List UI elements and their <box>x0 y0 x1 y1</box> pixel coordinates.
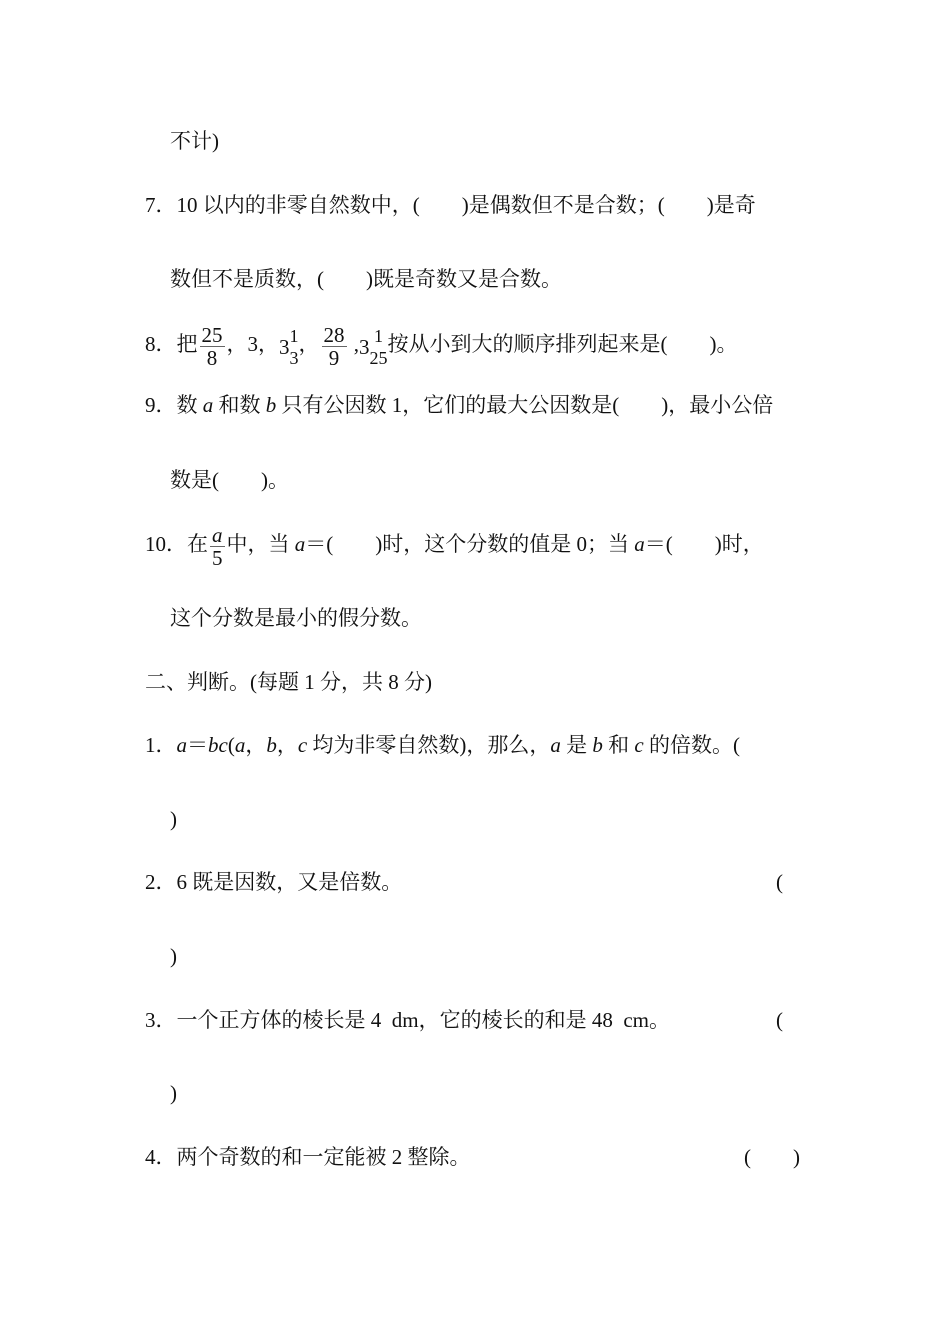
t: 和数 <box>213 393 266 417</box>
var: a <box>202 393 214 417</box>
sep: ，3， <box>226 332 279 356</box>
judge-2: 2．6 既是因数，又是倍数。 <box>145 870 403 894</box>
judge-1-line1 <box>145 732 740 758</box>
var: c <box>297 733 308 757</box>
question-7-line1: 7．10 以内的非零自然数中，( )是偶数但不是合数；( )是奇 <box>145 193 756 217</box>
t: 的倍数。( <box>643 733 740 757</box>
t: 10．在 <box>145 532 208 556</box>
fraction-a-5 <box>210 524 225 569</box>
t: 均为非零自然数)，那么， <box>307 733 551 757</box>
t: 9．数 <box>145 393 203 417</box>
var: b <box>265 393 277 417</box>
question-9-line1 <box>145 392 773 418</box>
whole: 3 <box>359 335 370 360</box>
numerator: 1 <box>374 326 383 347</box>
var: a <box>176 733 187 757</box>
judge-4-answer-blank: ( ) <box>744 1145 800 1169</box>
t: ＝( )时，这个分数的值是 0；当 <box>305 532 635 556</box>
fraction-28-9 <box>322 324 347 369</box>
t: 1． <box>145 733 177 757</box>
question-7-line2: 数但不是质数，( )既是奇数又是合数。 <box>170 267 562 291</box>
var: a <box>294 532 306 556</box>
denominator: 3 <box>289 348 299 369</box>
numerator: a <box>212 522 223 547</box>
t: 只有公因数 1，它们的最大公因数是( )，最小公倍 <box>276 393 774 417</box>
t: 中，当 <box>226 532 295 556</box>
t: ， <box>245 733 267 757</box>
judge-3-answer-open: ( <box>776 1008 783 1032</box>
sep: , <box>348 332 359 356</box>
var: a <box>234 733 246 757</box>
judge-3: 3．一个正方体的棱长是 4 dm，它的棱长的和是 48 cm。 <box>145 1008 670 1032</box>
question-9-line2: 数是( )。 <box>170 468 289 492</box>
var: b <box>266 733 277 757</box>
q8-num: 8．把 <box>145 332 198 356</box>
var: bc <box>208 733 228 757</box>
fraction-25-8 <box>200 324 225 369</box>
judge-2-answer-close: ) <box>170 944 177 968</box>
continuation-text: 不计) <box>170 129 219 153</box>
t: 和 <box>602 733 635 757</box>
section-2-title: 二、判断。(每题 1 分，共 8 分) <box>145 670 432 694</box>
judge-1-answer-close: ) <box>170 807 177 831</box>
t: ， <box>276 733 298 757</box>
t: ＝( )时， <box>644 532 764 556</box>
numerator: 25 <box>201 322 223 347</box>
var: c <box>634 733 644 757</box>
var: b <box>592 733 603 757</box>
denominator: 8 <box>206 345 218 370</box>
t: ＝ <box>187 733 208 757</box>
question-10-line1 <box>145 520 764 569</box>
mixed-number-3-1-25 <box>359 323 388 369</box>
question-8 <box>145 320 738 369</box>
var: a <box>550 733 561 757</box>
denominator: 5 <box>212 545 223 570</box>
judge-3-answer-close: ) <box>170 1081 177 1105</box>
denominator: 9 <box>328 345 340 370</box>
judge-4: 4．两个奇数的和一定能被 2 整除。 <box>145 1145 471 1169</box>
denominator: 25 <box>369 348 388 369</box>
whole: 3 <box>279 335 290 360</box>
sep: ， <box>298 332 320 356</box>
var: a <box>634 532 645 556</box>
numerator: 28 <box>323 322 345 347</box>
numerator: 1 <box>289 326 299 347</box>
t: 是 <box>560 733 593 757</box>
mixed-number-3-1-3 <box>279 323 299 369</box>
t: ( <box>227 733 235 757</box>
question-10-line2: 这个分数是最小的假分数。 <box>170 606 422 630</box>
judge-2-answer-open: ( <box>776 870 783 894</box>
q8-tail: 按从小到大的顺序排列起来是( )。 <box>387 332 738 356</box>
